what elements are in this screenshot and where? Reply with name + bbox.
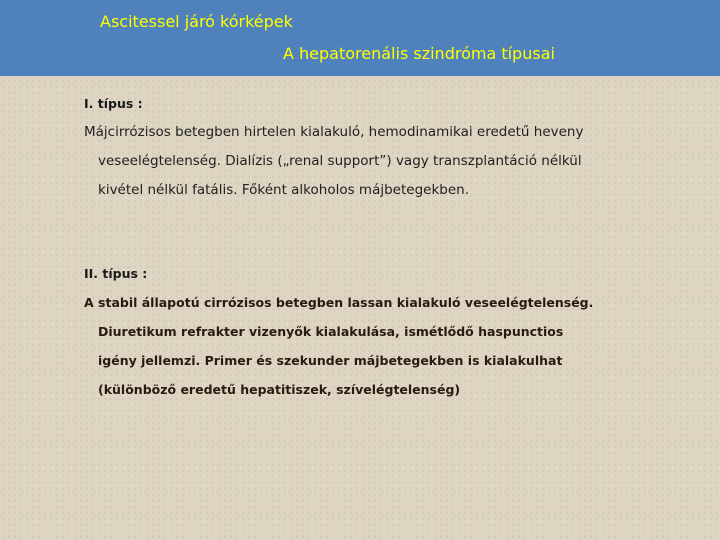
type-2-line-1: A stabil állapotú cirrózisos betegben lassan kialakuló veseelégtelenség. (84, 295, 594, 310)
type-2-label: II. típus : (84, 266, 148, 281)
title-header (0, 0, 720, 76)
type-2-line-3: igény jellemzi. Primer és szekunder májbetegekben is kialakulhat (98, 353, 563, 368)
type-1-line-3: kivétel nélkül fatális. Főként alkoholos májbetegekben. (98, 182, 469, 198)
slide-subtitle: A hepatorenális szindróma típusai (283, 44, 555, 63)
slide-title: Ascitessel járó kórképek (100, 12, 293, 31)
type-2-line-2: Diuretikum refrakter vizenyők kialakulása, ismétlődő haspunctios (98, 324, 564, 339)
type-1-section (84, 96, 684, 205)
type-1-line-2: veseelégtelenség. Dialízis („renal support”) vagy transzplantáció nélkül (98, 153, 582, 169)
type-1-line-1: Májcirrózisos betegben hirtelen kialakuló, hemodinamikai eredetű heveny (84, 124, 584, 140)
type-1-label: I. típus : (84, 96, 143, 111)
type-2-line-4: (különböző eredetű hepatitiszek, szívelégtelenség) (98, 382, 461, 397)
type-2-section (84, 266, 684, 404)
